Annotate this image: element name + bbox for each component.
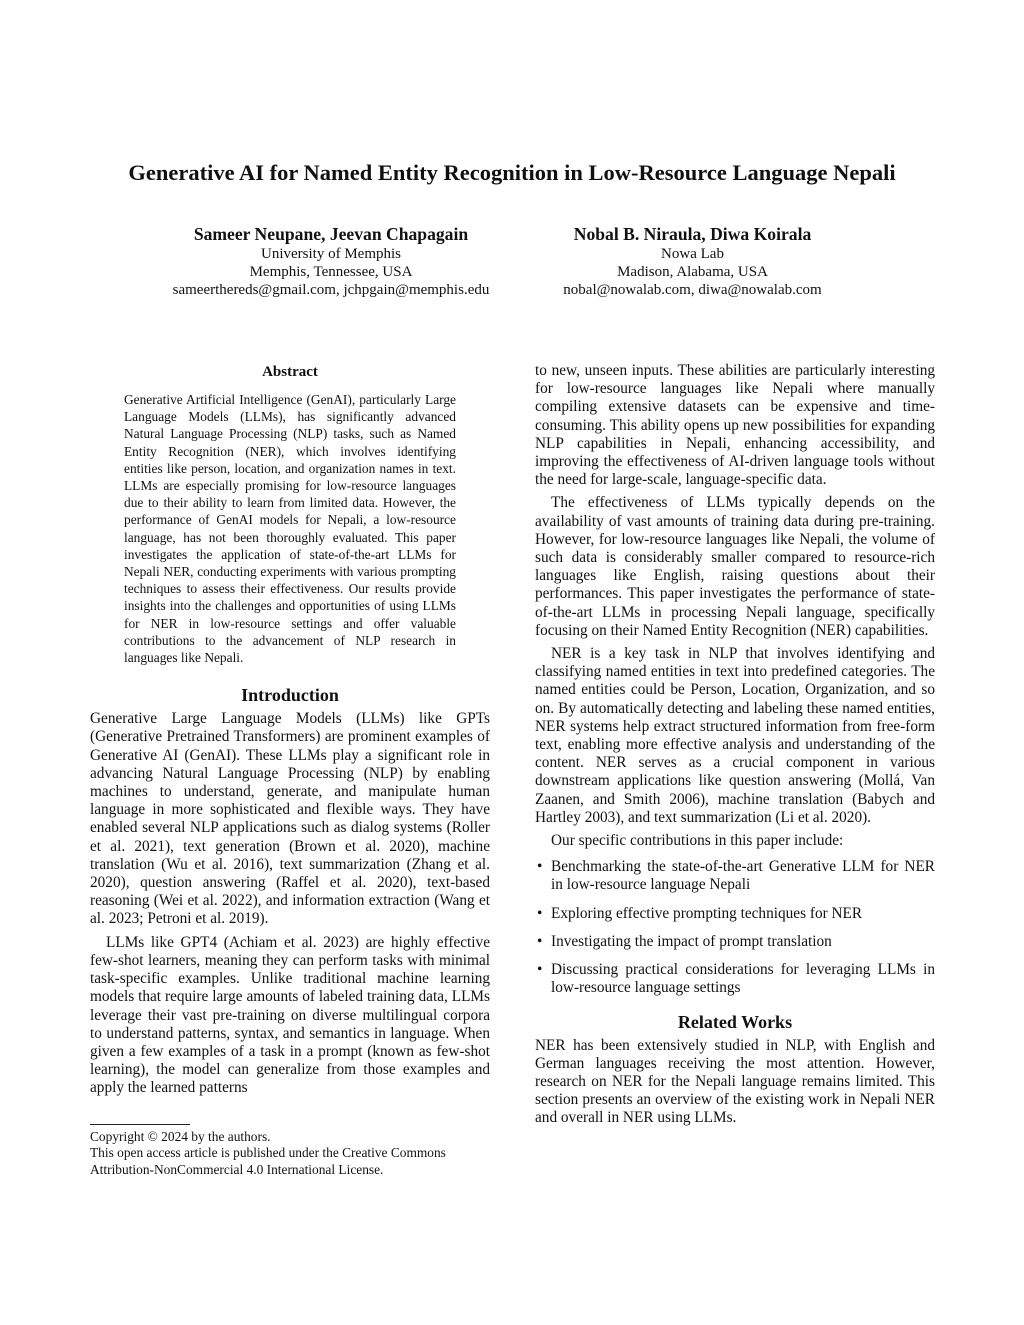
- list-item: [535, 905, 935, 923]
- author-location: Madison, Alabama, USA: [617, 264, 768, 280]
- intro-paragraph: NER is a key task in NLP that involves identifying and classifying named entities in text into predefined categories. The named entities could be Person, Location, Organization, and so on. By automatically detecting and labeling these named entities, NER systems help extract structured information from free-form text, enabling more effective analysis and understanding of the content. NER serves as a crucial component in various downstream applications like question answering (Mollá, Van Zaanen, and Smith 2006), machine translation (Babych and Hartley 2003), and text summarization (Li et al. 2020).: [535, 645, 935, 826]
- right-column: [535, 362, 935, 1128]
- bullet-icon: •: [537, 858, 543, 876]
- bullet-icon: •: [537, 904, 543, 922]
- left-column: [90, 362, 490, 1098]
- intro-paragraph: The effectiveness of LLMs typically depends on the availability of vast amounts of training data during pre-training. However, for low-resource languages like Nepali, the volume of such data is considerably smaller compared to resource-rich languages like English, raising questions about their performances. This paper investigates the performance of state-of-the-art LLMs in processing Nepali language, specifically focusing on their Named Entity Recognition (NER) capabilities.: [535, 494, 935, 639]
- author-block-left: [150, 223, 512, 299]
- author-emails: sameerthereds@gmail.com, jchpgain@memphis.edu: [172, 282, 490, 298]
- list-item: [535, 858, 935, 894]
- author-location: Memphis, Tennessee, USA: [249, 264, 413, 280]
- list-item: [535, 933, 935, 951]
- author-names: Nobal B. Niraula, Diwa Koirala: [573, 224, 812, 244]
- intro-paragraph-continued: to new, unseen inputs. These abilities are particularly interesting for low-resource languages like Nepali where manually compiling extensive datasets can be expensive and time-consuming. This ability opens up new possibilities for expanding NLP capabilities in Nepali, enhancing accessibility, and improving the effectiveness of AI-driven language tools without the need for large-scale, language-specific data.: [535, 362, 935, 489]
- contribution-text: Exploring effective prompting techniques for NER: [551, 904, 863, 922]
- contributions-list: [535, 858, 935, 997]
- author-emails: nobal@nowalab.com, diwa@nowalab.com: [563, 282, 822, 298]
- license-line: This open access article is published under the Creative Commons: [90, 1145, 446, 1161]
- intro-paragraph: LLMs like GPT4 (Achiam et al. 2023) are highly effective few-shot learners, meaning they can perform tasks with minimal task-specific examples. Unlike traditional machine learning models that require large amounts of labeled training data, LLMs leverage their vast pre-training on diverse multilingual corpora to understand patterns, syntax, and semantics in language. When given a few examples of a task in a prompt (known as few-shot learning), the model can generalize from those examples and apply the learned patterns: [90, 933, 490, 1097]
- bullet-icon: •: [537, 932, 543, 950]
- paper-title: Generative AI for Named Entity Recognition in Low-Resource Language Nepali: [128, 160, 896, 185]
- intro-paragraph: Generative Large Language Models (LLMs) like GPTs (Generative Pretrained Transformers) are prominent examples of Generative AI (GenAI). These LLMs play a significant role in advancing Natural Language Processing (NLP) by enabling machines to understand, generate, and manipulate human language in more sophisticated and flexible ways. They have enabled several NLP applications such as dialog systems (Roller et al. 2021), text generation (Brown et al. 2020), machine translation (Wu et al. 2016), text summarization (Zhang et al. 2020), question answering (Raffel et al. 2020), text-based reasoning (Wei et al. 2022), and information extraction (Wang et al. 2023; Petroni et al. 2019).: [90, 710, 490, 928]
- contribution-text: Discussing practical considerations for leveraging LLMs in low-resource language settings: [551, 961, 935, 997]
- abstract-text: Generative Artificial Intelligence (GenAI), particularly Large Language Models (LLMs), has significantly advanced Natural Language Processing (NLP) tasks, such as Named Entity Recognition (NER), which involves identifying entities like person, location, and organization names in text. LLMs are especially promising for low-resource languages due to their ability to learn from limited data. However, the performance of GenAI models for Nepali, a low-resource language, has not been thoroughly evaluated. This paper investigates the application of state-of-the-art LLMs for Nepali NER, conducting experiments with various prompting techniques to assess their effectiveness. Our results provide insights into the challenges and opportunities of using LLMs for NER in low-resource settings and offer valuable contributions to the advancement of NLP research in languages like Nepali.: [124, 392, 456, 666]
- author-names: Sameer Neupane, Jeevan Chapagain: [193, 224, 469, 244]
- author-block-right: [535, 223, 850, 299]
- related-works-paragraph: NER has been extensively studied in NLP, with English and German languages receiving the most attention. However, research on NER for the Nepali language remains limited. This section presents an overview of the existing work in Nepali NER and overall in NER using LLMs.: [535, 1036, 935, 1127]
- abstract-heading: Abstract: [262, 364, 318, 380]
- list-item: [535, 961, 935, 997]
- footnote-divider: [90, 1124, 190, 1125]
- copyright-notice: Copyright © 2024 by the authors.: [90, 1129, 271, 1144]
- contribution-text: Investigating the impact of prompt translation: [551, 932, 832, 950]
- license-line: Attribution-NonCommercial 4.0 International License.: [90, 1161, 384, 1177]
- contribution-text: Benchmarking the state-of-the-art Generative LLM for NER in low-resource language Nepali: [551, 858, 935, 894]
- related-works-heading: Related Works: [677, 1011, 793, 1032]
- author-affiliation: Nowa Lab: [661, 246, 724, 262]
- contributions-intro: Our specific contributions in this paper include:: [551, 832, 844, 850]
- footnote: [90, 1124, 510, 1178]
- author-affiliation: University of Memphis: [261, 246, 401, 262]
- bullet-icon: •: [537, 961, 543, 979]
- introduction-heading: Introduction: [241, 685, 339, 706]
